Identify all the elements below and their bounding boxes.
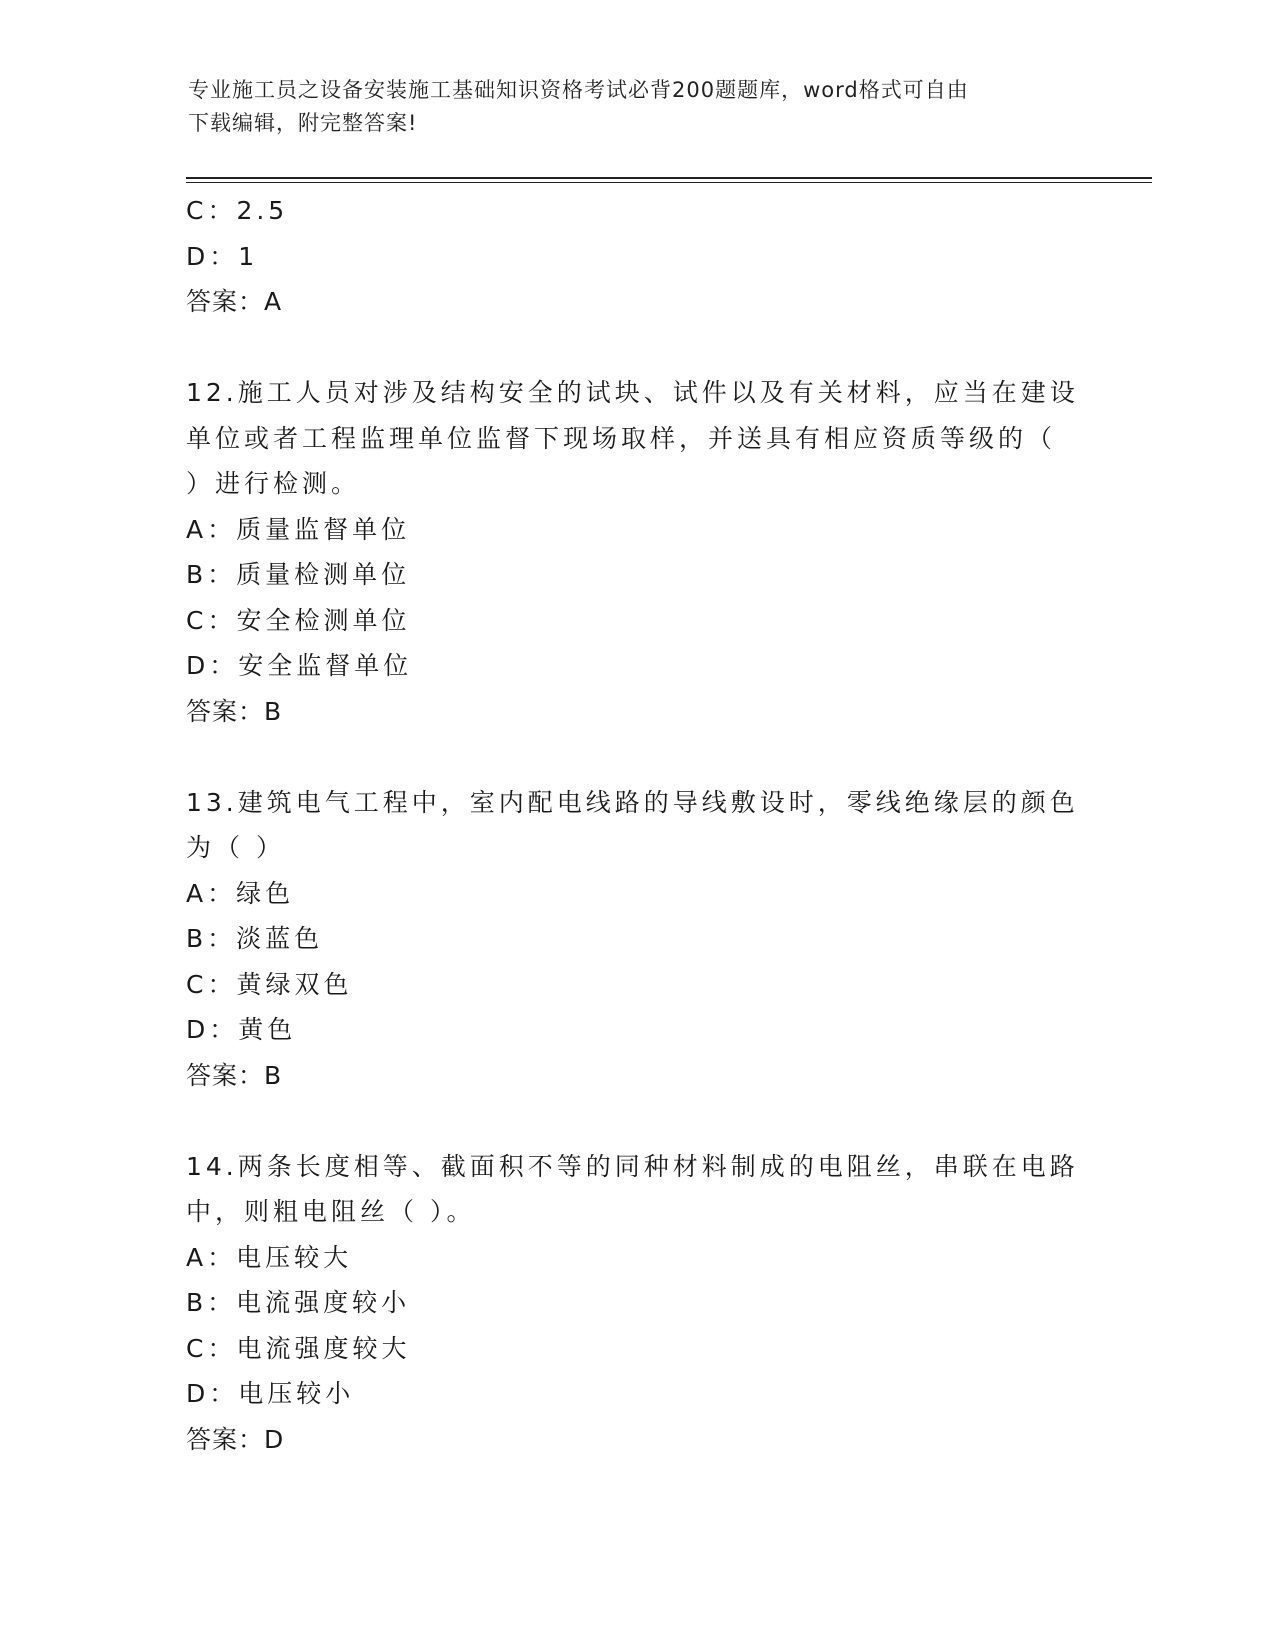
previous-question-tail xyxy=(186,188,1086,325)
option-c: C：安全检测单位 xyxy=(186,605,411,635)
question-text-line: 12.施工人员对涉及结构安全的试块、试件以及有关材料，应当在建设 xyxy=(186,378,1079,407)
header-rule-thin xyxy=(186,182,1152,183)
option-a: A：电压较大 xyxy=(186,1242,353,1272)
answer-line: 答案：A xyxy=(186,287,283,316)
option-c: C：2.5 xyxy=(186,196,289,225)
answer-line: 答案：B xyxy=(186,696,283,726)
question-13 xyxy=(186,780,1086,1099)
question-14 xyxy=(186,1144,1086,1463)
question-text-line: ）进行检测。 xyxy=(186,469,361,498)
spacer xyxy=(186,734,1086,780)
question-text-line: 中，则粗电阻丝（ ）。 xyxy=(186,1197,476,1226)
option-a: A：质量监督单位 xyxy=(186,514,411,544)
option-c: C：电流强度较大 xyxy=(186,1333,411,1363)
option-b: B：电流强度较小 xyxy=(186,1288,411,1317)
option-c: C：黄绿双色 xyxy=(186,969,353,999)
option-b: B：淡蓝色 xyxy=(186,924,324,953)
option-d: D：安全监督单位 xyxy=(186,651,413,680)
answer-line: 答案：B xyxy=(186,1060,283,1090)
document-header xyxy=(188,74,1068,140)
option-d: D：黄色 xyxy=(186,1015,297,1044)
option-d: D：电压较小 xyxy=(186,1379,355,1408)
question-text-line: 13.建筑电气工程中，室内配电线路的导线敷设时，零线绝缘层的颜色 xyxy=(186,787,1079,817)
question-text-line: 为（ ） xyxy=(186,833,285,862)
question-text-line: 14.两条长度相等、截面积不等的同种材料制成的电阻丝，串联在电路 xyxy=(186,1151,1079,1181)
document-body xyxy=(186,188,1086,1462)
header-line-1: 专业施工员之设备安装施工基础知识资格考试必背200题题库，word格式可自由 xyxy=(188,78,969,102)
header-line-2: 下载编辑，附完整答案! xyxy=(188,111,418,135)
question-12 xyxy=(186,370,1086,734)
spacer xyxy=(186,325,1086,371)
option-b: B：质量检测单位 xyxy=(186,560,411,589)
option-d: D：1 xyxy=(186,241,259,271)
spacer xyxy=(186,1098,1086,1144)
question-text-line: 单位或者工程监理单位监督下现场取样，并送具有相应资质等级的（ xyxy=(186,423,1057,453)
option-a: A：绿色 xyxy=(186,878,295,908)
answer-line: 答案：D xyxy=(186,1424,285,1454)
header-rule-thick xyxy=(186,177,1152,179)
